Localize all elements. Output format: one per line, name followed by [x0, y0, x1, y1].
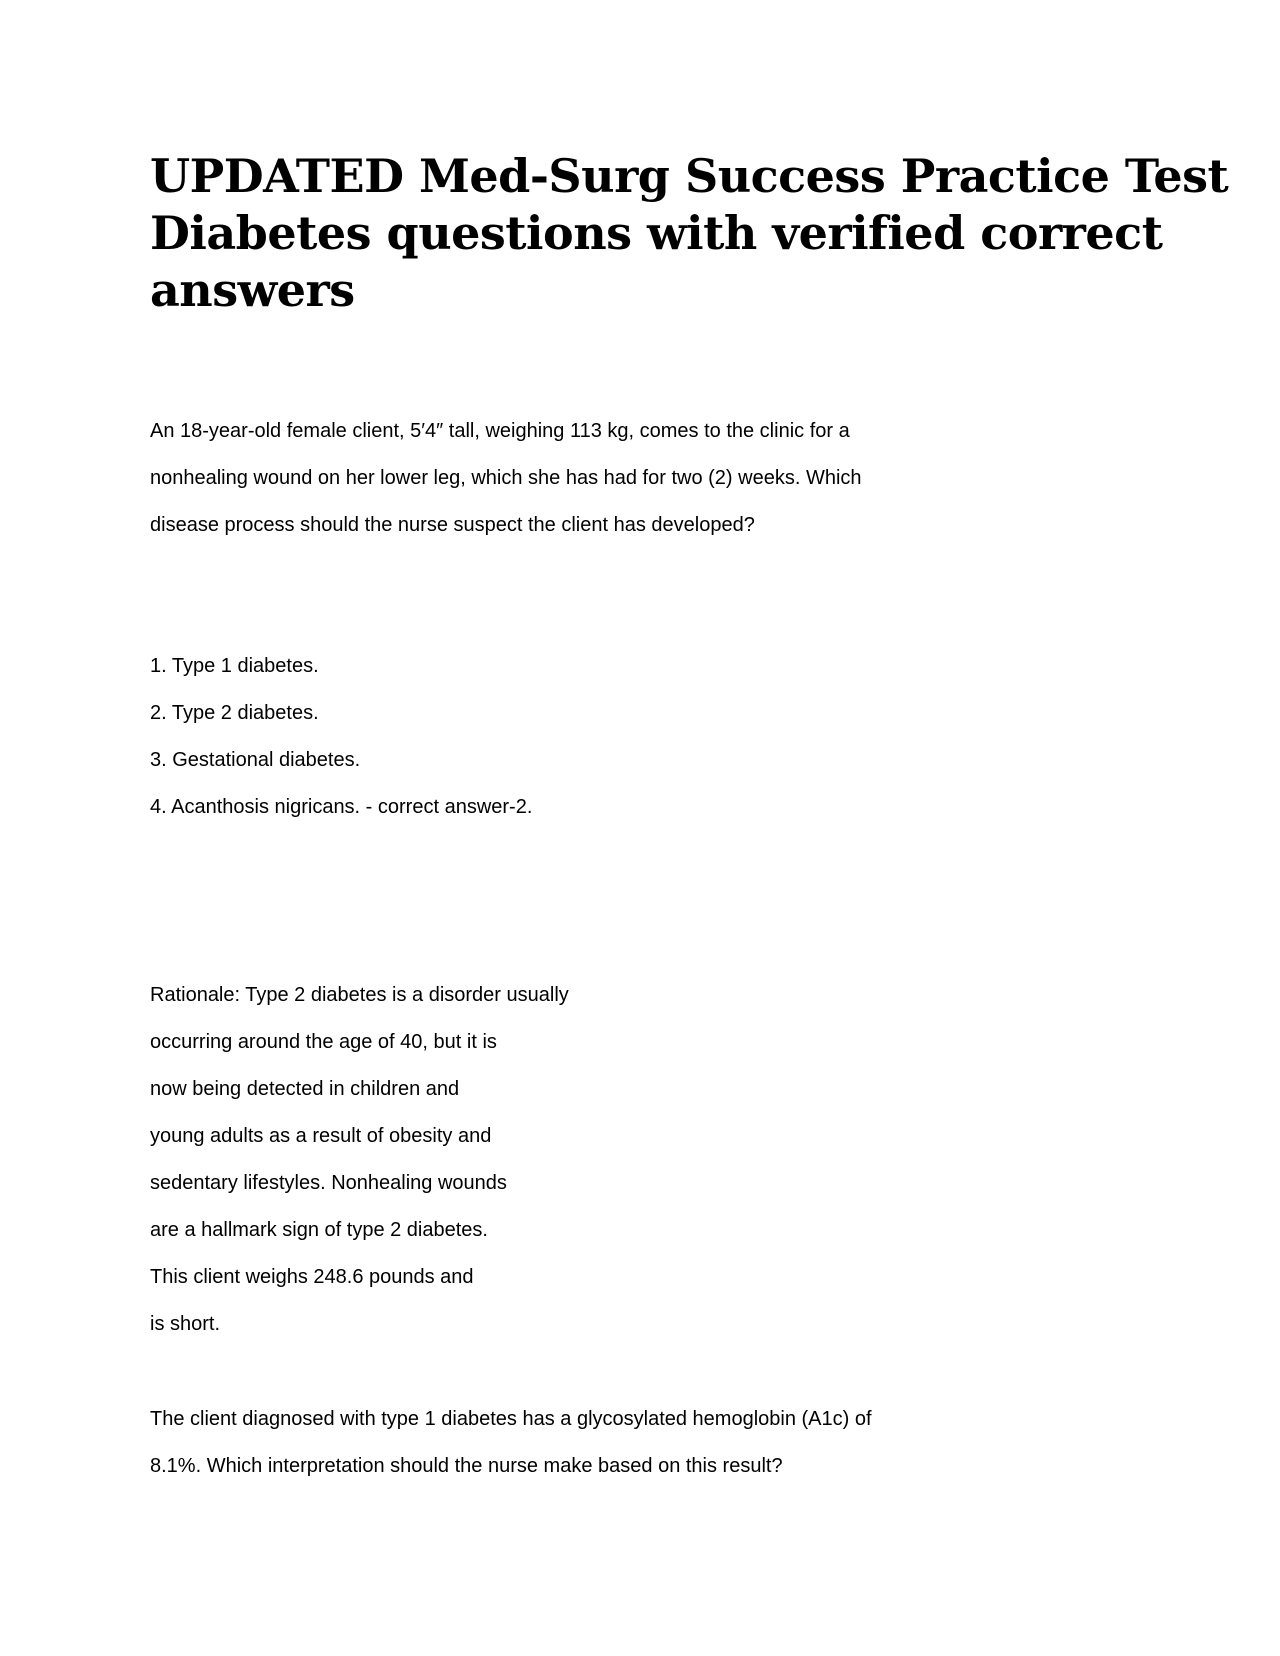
answer-option: 1. Type 1 diabetes. [150, 655, 319, 677]
question-2-stem [150, 1396, 872, 1490]
question-1-stem [150, 408, 862, 549]
rationale-line: sedentary lifestyles. Nonhealing wounds [150, 1172, 507, 1194]
rationale-line: young adults as a result of obesity and [150, 1125, 492, 1147]
title-line: answers [150, 263, 355, 317]
rationale-line: occurring around the age of 40, but it is [150, 1031, 497, 1053]
document-title [150, 148, 1229, 319]
rationale-line: This client weighs 248.6 pounds and [150, 1266, 474, 1288]
question-1-options [150, 643, 532, 831]
rationale-line: are a hallmark sign of type 2 diabetes. [150, 1219, 488, 1241]
answer-option: 3. Gestational diabetes. [150, 749, 361, 771]
answer-option: 2. Type 2 diabetes. [150, 702, 319, 724]
question-line: An 18-year-old female client, 5′4″ tall, weighing 113 kg, comes to the clinic for a [150, 420, 850, 442]
answer-option: 4. Acanthosis nigricans. - correct answer-2. [150, 796, 533, 818]
rationale-line: now being detected in children and [150, 1078, 460, 1100]
question-line: disease process should the nurse suspect the client has developed? [150, 514, 755, 536]
rationale [150, 972, 569, 1348]
title-line: Diabetes questions with verified correct [150, 206, 1163, 260]
question-line: nonhealing wound on her lower leg, which she has had for two (2) weeks. Which [150, 467, 862, 489]
rationale-line: is short. [150, 1313, 221, 1335]
question-line: 8.1%. Which interpretation should the nurse make based on this result? [150, 1455, 783, 1477]
rationale-line: Rationale: Type 2 diabetes is a disorder usually [150, 984, 569, 1006]
question-line: The client diagnosed with type 1 diabetes has a glycosylated hemoglobin (A1c) of [150, 1408, 872, 1430]
title-line: UPDATED Med-Surg Success Practice Test [150, 149, 1229, 203]
